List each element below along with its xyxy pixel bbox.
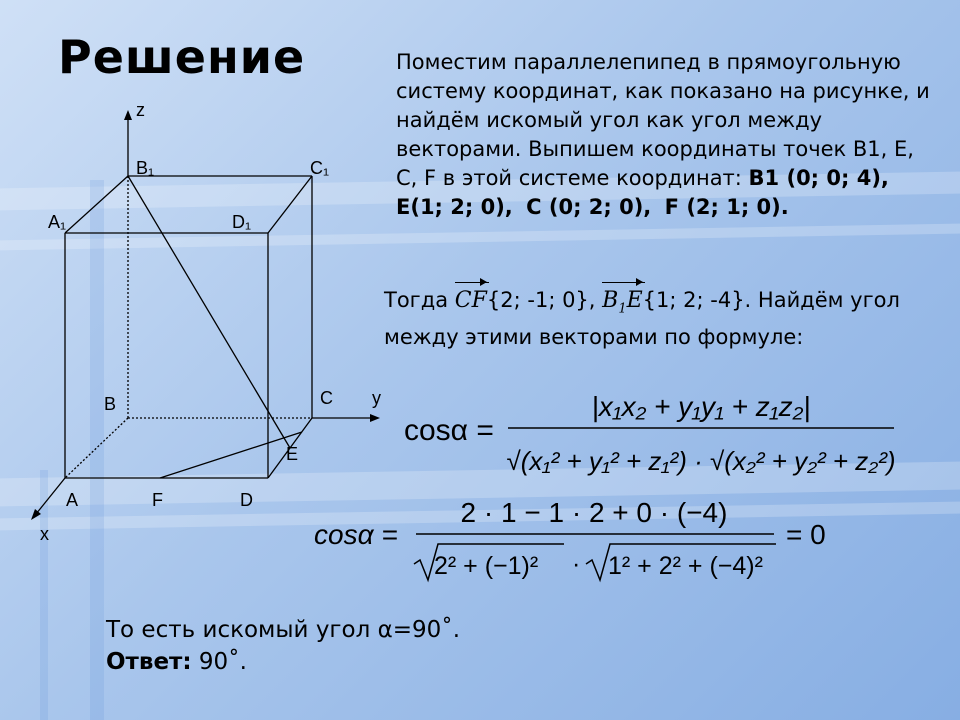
formula-general-lhs: cosα = (404, 414, 494, 447)
segment-b1-e (128, 176, 290, 448)
conclusion-block (106, 614, 460, 678)
formula-lead: Найдём угол между этими векторами по формуле: (384, 288, 900, 350)
vector-b1e-sub: 1 (618, 301, 627, 317)
formula-general-denominator: √(x₁² + y₁² + z₁²) · √(x₂² + y₂² + z₂²) (506, 446, 896, 476)
label-a1: A₁ (48, 212, 67, 232)
answer-label: Ответ: (106, 649, 192, 675)
edge-a1-b1 (65, 176, 128, 233)
axis-x (36, 478, 65, 514)
label-f: F (152, 490, 163, 510)
then-word: Тогда (384, 288, 449, 312)
vector-cf: CF (454, 288, 487, 313)
label-z: z (136, 100, 145, 120)
vector-cf-coords: {2; -1; 0}, (486, 288, 596, 312)
vector-b1e-e: E (626, 288, 643, 313)
vector-b1e (602, 286, 643, 323)
label-c: C (320, 388, 333, 408)
formula-general (396, 378, 916, 484)
edge-c1-d1 (268, 176, 312, 233)
label-b: B (104, 394, 117, 414)
intro-text (396, 48, 936, 222)
edge-b-a (65, 418, 128, 478)
point-b1: B1 (0; 0; 4), (748, 166, 889, 190)
label-d: D (240, 490, 253, 510)
formula-numeric (310, 494, 850, 586)
page-title: Решение (58, 30, 306, 84)
answer-line (106, 646, 460, 678)
vectors-text (384, 286, 944, 352)
label-x: x (40, 524, 49, 544)
parallelepiped-figure (0, 90, 390, 560)
axis-z-arrow (124, 110, 132, 120)
formula-numeric-numerator: 2 · 1 − 1 · 2 + 0 · (−4) (460, 497, 728, 528)
answer-value: 90˚. (191, 649, 247, 675)
dot-operator: · (572, 550, 581, 578)
label-e: E (286, 444, 299, 464)
label-d1: D₁ (232, 212, 252, 232)
label-y: y (372, 388, 381, 408)
label-b1: B₁ (136, 158, 155, 178)
formula-numeric-den-left: 2² + (−1)² (434, 552, 539, 580)
intro-sentence: Поместим параллелепипед в прямоугольную систему координат, как показано на рисунке, и найдём искомый угол как угол между векторами. (396, 50, 930, 161)
point-f: F (2; 1; 0). (664, 195, 789, 219)
conclusion-text: То есть искомый угол α=90˚. (106, 617, 461, 643)
segment-f-c (160, 432, 302, 478)
axis-y-arrow (370, 414, 380, 422)
formula-numeric-den-right: 1² + 2² + (−4)² (608, 552, 763, 580)
formula-numeric-lhs: cosα = (314, 519, 398, 550)
vector-b1e-coords: {1; 2; -4}. (642, 288, 752, 312)
formula-general-numerator: |x₁x₂ + y₁y₁ + z₁z₂| (591, 391, 811, 422)
coords-intro: Выпишем координаты точек B1, E, C, F в этой системе координат: (396, 137, 914, 190)
point-e: E(1; 2; 0), (396, 195, 513, 219)
label-c1: C₁ (310, 158, 330, 178)
vector-b1e-b: B (602, 288, 619, 313)
point-c: C (0; 2; 0), (526, 195, 652, 219)
label-a: A (66, 490, 79, 510)
formula-numeric-result: = 0 (786, 519, 826, 550)
